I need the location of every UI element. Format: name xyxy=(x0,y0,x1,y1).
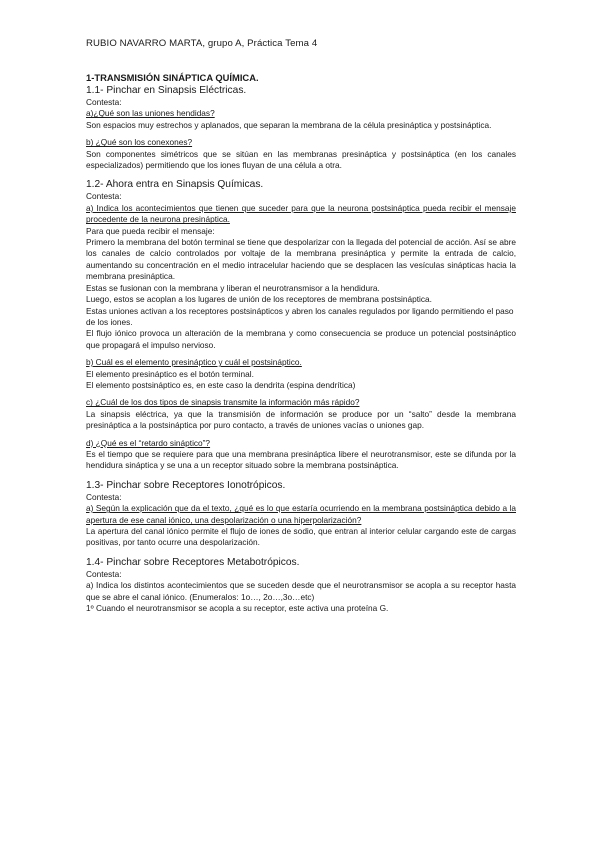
answer-1-1-b: Son componentes simétricos que se sitúan en las membranas presináptica y postsináptica (en los canales especializados) permitiendo que los iones fluyan de una célula a otra. xyxy=(86,148,516,171)
question-1-2-a: a) Indica los acontecimientos que tienen que suceder para que la neurona postsináptica pueda recibir el mensaje procedente de la neurona presináptica. xyxy=(86,202,516,225)
answer-1-2-a-p2: Estas se fusionan con la membrana y liberan el neurotransmisor a la hendidura. xyxy=(86,282,380,293)
answer-1-1-a: Son espacios muy estrechos y aplanados, que separan la membrana de la célula presináptica y postsináptica. xyxy=(86,119,492,130)
answer-1-2-a-p1: Primero la membrana del botón terminal se tiene que despolarizar con la llegada del potencial de acción. Así se abre los canales de calcio controlados por voltaje de la membrana presináptica y permite la entrada de calcio, aumentando su concentración en el medio intracelular haciendo que se desplacen las vesículas sinápticas hacia la membrana presináptica. xyxy=(86,237,516,282)
question-1-3-a: a) Según la explicación que da el texto, ¿qué es lo que estaría ocurriendo en la membrana postsináptica debido a la apertura de ese canal iónico, una despolarización o una hiperpolarización? xyxy=(86,503,516,525)
question-1-4-a: a) Indica los distintos acontecimientos que se suceden desde que el neurotransmisor se acopla a su receptor hasta que se abre el canal iónico. (Enumeralos: 1o…, 2o…,3o…etc) xyxy=(86,580,516,602)
question-1-1-a: a)¿Qué son las uniones hendidas? xyxy=(86,108,215,119)
section-1-2-title: 1.2- Ahora entra en Sinapsis Químicas. xyxy=(86,179,264,191)
section-1-4-title: 1.4- Pinchar sobre Receptores Metabotrópicos. xyxy=(86,556,300,568)
answer-1-2-b-2: El elemento postsináptico es, en este caso la dendrita (espina dendrítica) xyxy=(86,379,356,390)
answer-1-2-a-p3: Luego, estos se acoplan a los lugares de unión de los receptores de membrana postsináptica. xyxy=(86,294,432,305)
contesta-label: Contesta: xyxy=(86,97,122,107)
section-1-title: 1-TRANSMISIÓN SINÁPTICA QUÍMICA. xyxy=(86,72,259,83)
answer-1-3-a: La apertura del canal iónico permite el flujo de iones de sodio, que entran al interior celular cargando este de cargas positivas, por tanto ocurre una despolarización. xyxy=(86,526,516,548)
question-1-2-d: d) ¿Qué es el “retardo sináptico”? xyxy=(86,437,211,448)
answer-1-2-c: La sinapsis eléctrica, ya que la transmisión de información se produce por un “salto” desde la membrana presináptica a la postsináptica por puro contacto, a través de uniones vacías o uniones gap. xyxy=(86,408,516,431)
question-1-1-b: b) ¿Qué son los conexones? xyxy=(86,137,193,148)
section-1-1-title: 1.1- Pinchar en Sinapsis Eléctricas. xyxy=(86,85,247,96)
page-header: RUBIO NAVARRO MARTA, grupo A, Práctica Tema 4 xyxy=(86,38,318,49)
answer-1-2-a-intro: Para que pueda recibir el mensaje: xyxy=(86,225,215,236)
answer-1-2-d: Es el tiempo que se requiere para que una membrana presináptica libere el neurotransmisor, este se difunda por la hendidura sináptica y se una a un receptor situado sobre la membrana postsináptica. xyxy=(86,448,516,471)
contesta-label: Contesta: xyxy=(86,568,122,579)
contesta-label: Contesta: xyxy=(86,191,122,202)
section-1-3-title: 1.3- Pinchar sobre Receptores Ionotrópicos. xyxy=(86,479,286,491)
answer-1-4-a-1: 1º Cuando el neurotransmisor se acopla a su receptor, este activa una proteína G. xyxy=(86,603,389,614)
answer-1-2-a-p5: El flujo iónico provoca un alteración de la membrana y como consecuencia se produce un potencial postsináptico que propagará el impulso nervioso. xyxy=(86,328,516,350)
answer-1-2-b-1: El elemento presináptico es el botón terminal. xyxy=(86,368,254,379)
document-body xyxy=(86,72,516,614)
question-1-2-b: b) Cuál es el elemento presináptico y cuál el postsináptico. xyxy=(86,357,302,368)
contesta-label: Contesta: xyxy=(86,491,122,502)
question-1-2-c: c) ¿Cuál de los dos tipos de sinapsis transmite la información más rápido? xyxy=(86,397,360,408)
answer-1-2-a-p4: Estas uniones activan a los receptores postsinápticos y abren los canales regulados por ligando permitiendo el paso de los iones. xyxy=(86,305,514,327)
